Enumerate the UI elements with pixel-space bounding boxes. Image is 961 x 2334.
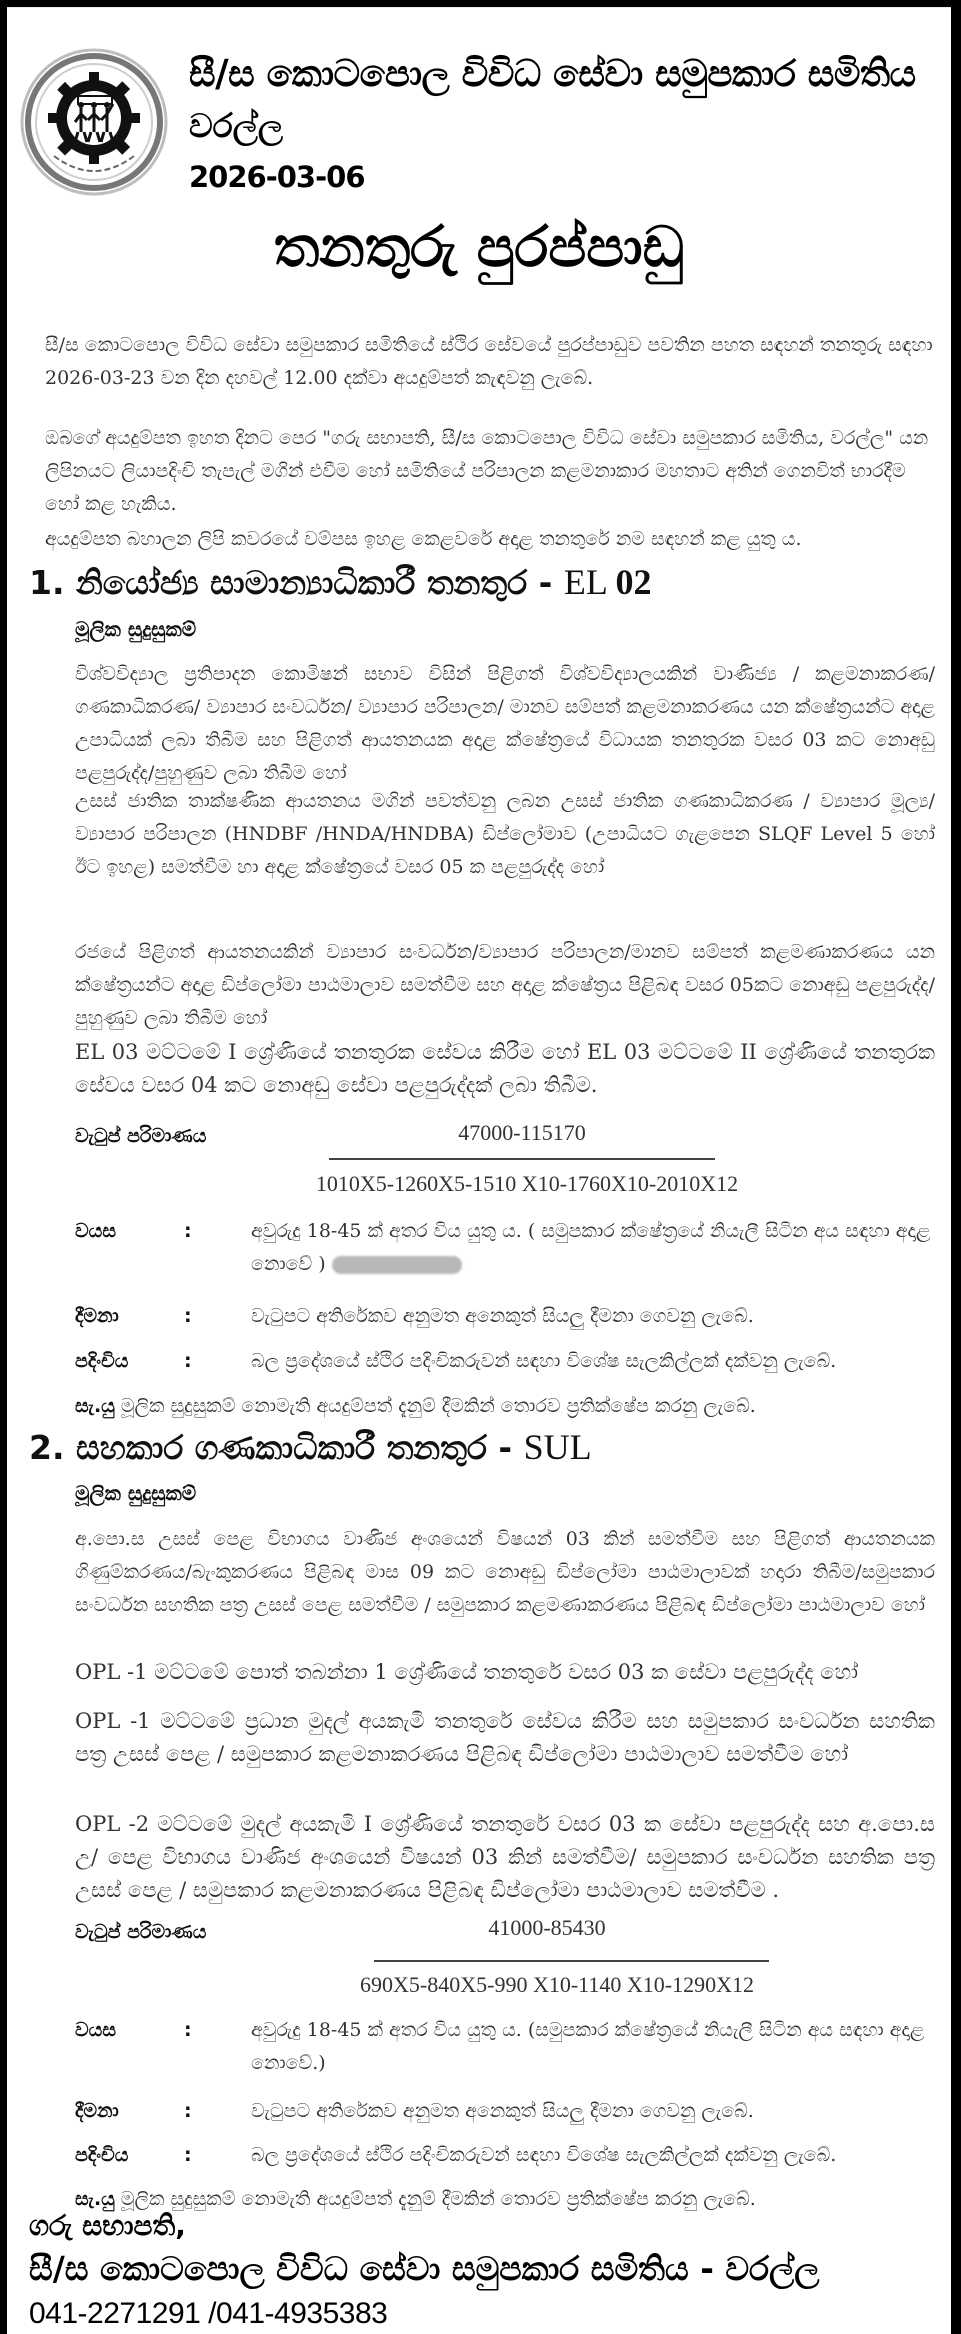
section-1-residence-value: බල ප්‍රදේශයේ ස්ථිර පදිංචිකරුවන් සඳහා විශේෂ සැලකිල්ලක් දක්වනු ලැබේ.	[251, 1350, 837, 1372]
salary-divider	[329, 1158, 715, 1160]
section-2-residence-label: පදිංචිය	[75, 2144, 129, 2166]
redaction-mark	[332, 1256, 462, 1274]
section-1-age-value	[251, 1215, 941, 1281]
footer-org-line: සී/ස කොටපොල විවිධ සේවා සමුපකාර සමිතිය - වරල්ල	[29, 2249, 820, 2288]
page-title: තනතුරු පුරප්පාඩු	[273, 215, 685, 280]
section-2-note	[75, 2183, 945, 2216]
colon: :	[184, 2019, 192, 2041]
section-2-qualification-3: OPL -1 මට්ටමේ ප්‍රධාන මුදල් අයකැමි තනතුරේ සේවය කිරීම සහ සමුපකාර සංවර්ධන සහතික පත්‍ර උසස් පෙළ / සමුපකාර කළමනාකරණය පිළිබඳ ඩිප්ලෝමා පාඨමාලාව සමත්වීම හෝ	[75, 1709, 935, 1766]
section-2-residence-value: බල ප්‍රදේශයේ ස්ථිර පදිංචිකරුවන් සඳහා විශේෂ සැලකිල්ලක් දක්වනු ලැබේ.	[251, 2144, 837, 2166]
section-2-salary-range: 41000-85430	[488, 1915, 606, 1940]
section-2-allowance-value: වැටුපට අතිරේකව අනුමත අනෙකුත් සියලු දීමනා ගෙවනු ලැබේ.	[251, 2100, 754, 2122]
section-2-heading	[29, 1425, 592, 1470]
grade-code-prefix: EL	[563, 562, 607, 602]
section-number: 2.	[29, 1428, 65, 1467]
salary-divider	[374, 1960, 769, 1962]
intro-paragraph-1: සී/ස කොටපොල විවිධ සේවා සමුපකාර සමිතියේ ස්ථිර සේවයේ පුරප්පාඩුව පවතින පහත සඳහන් තනතුරු සඳහා 2026-03-23 වන දින දහවල් 12.00 දක්වා අයදුම්පත් කැඳවනු ලැබේ.	[45, 334, 933, 389]
note-prefix: සැ.යු	[75, 1395, 115, 1417]
footer-salutation: ගරු සභාපති,	[29, 2209, 186, 2242]
section-1-allowance-value: වැටුපට අතිරේකව අනුමත අනෙකුත් සියලු දීමනා ගෙවනු ලැබේ.	[251, 1305, 754, 1327]
section-2-qualification-2: OPL -1 මට්ටමේ පොත් තබන්නා 1 ශ්‍රේණියේ තනතුරේ වසර 03 ක සේවා පළපුරුද්ද හෝ	[75, 1660, 859, 1684]
section-1-qualification-2: උසස් ජාතික තාක්ෂණික ආයතනය මගින් පවත්වනු ලබන උසස් ජාතික ගණකාධිකරණ / ව්‍යාපාර මූල්‍ය/ව්‍යාපාර පරිපාලන (HNDBF /HNDA/HNDBA) ඩිප්ලෝමාව (උපාධියට ගැළපෙන SLQF Level 5 හෝ ඊට ඉහළ) සමත්වීම හා අදාළ ක්ෂේත්‍රයේ වසර 05 ක පළපුරුද්ද හෝ	[75, 790, 935, 878]
age-value-text: අවුරුදු 18-45 ක් අතර විය යුතු ය. ( සමුපකාර ක්ෂේත්‍රයේ නියැලී සිටින අය සඳහා අදාළ නොවේ )	[251, 1220, 931, 1275]
section-2-qualification-1: අ.පො.ස උසස් පෙළ විභාගය වාණිජ අංශයෙන් විෂයන් 03 කින් සමත්වීම සහ පිළිගත් ආයතනයක ගිණුම්කරණය/බැංකුකරණය පිළිබඳ මාස 09 කට නොඅඩු ඩිප්ලෝමා පාඨමාලාවක් හදාරා තිබීම/සමුපකාර සංවර්ධන සහතික පත්‍ර උසස් පෙළ සමත්වීම / සමුපකාර කළමණාකරණය පිළිබඳ ඩිප්ලෝමා පාඨමාලාව හෝ	[75, 1528, 935, 1616]
cooperative-logo-icon	[18, 46, 170, 198]
section-1-salary-increments: 1010X5-1260X5-1510 X10-1760X10-2010X12	[315, 1171, 739, 1196]
grade-code-number: 02	[615, 562, 652, 602]
section-1-residence-label: පදිංචිය	[75, 1350, 129, 1372]
colon: :	[184, 2144, 192, 2166]
colon: :	[184, 1220, 192, 1242]
section-title: නියෝජ්‍ය සාමාන්‍යාධිකාරී තනතුර -	[76, 563, 553, 602]
section-1-salary-label: වැටුප් පරිමාණය	[75, 1125, 207, 1147]
section-2-age-label: වයස	[75, 2019, 116, 2041]
org-location: වරල්ල	[189, 106, 284, 145]
notice-date: 2026-03-06	[189, 160, 365, 194]
section-1-qualification-4: EL 03 මට්ටමේ I ශ්‍රේණියේ තනතුරක සේවය කිරීම හෝ EL 03 මට්ටමේ II ශ්‍රේණියේ තනතුරක සේවය වසර 04 කට නොඅඩු සේවා පළපුරුද්දක් ලබා තිබීම.	[75, 1040, 935, 1097]
colon: :	[184, 1305, 192, 1327]
section-1-subheading: මූලික සුදුසුකම්	[75, 617, 197, 641]
section-2-salary-increments: 690X5-840X5-990 X10-1140 X10-1290X12	[360, 1972, 754, 1997]
note-text: මූලික සුදුසුකම් නොමැති අයදුම්පත් දැනුම් දීමකින් තොරව ප්‍රතික්ෂේප කරනු ලැබේ.	[114, 1395, 756, 1417]
section-1-qualification-1: විශ්වවිද්‍යාල ප්‍රතිපාදන කොමිෂන් සභාව විසින් පිළිගත් විශ්වවිද්‍යාලයකින් වාණිජ්‍ය / කළමනාකරණ/ ගණකාධිකරණ/ ව්‍යාපාර සංවර්ධන/ ව්‍යාපාර පරිපාලන/ මානව සම්පත් කළමනාකරණය යන ක්ෂේත්‍රයන්ට අදාළ උපාධියක් ලබා තිබීම සහ පිළිගත් ආයතනයක අදාළ ක්ෂේත්‍රයේ විධායක තනතුරක වසර 03 කට නොඅඩු පළපුරුද්ද/පුහුණුව ලබා තිබීම හෝ	[75, 663, 935, 784]
note-prefix: සැ.යු	[75, 2188, 115, 2210]
section-1-salary-range: 47000-115170	[458, 1120, 586, 1145]
vacancy-notice-page	[7, 7, 951, 2334]
grade-code	[564, 562, 652, 602]
section-2-age-value: අවුරුදු 18-45 ක් අතර විය යුතු ය. (සමුපකාර ක්ෂේත්‍රයේ නියැලී සිටින අය සඳහා අදාළ නොවේ.)	[251, 2019, 925, 2074]
intro-paragraph-2: ඔබගේ අයදුම්පත ඉහත දිනට පෙර "ගරු සභාපති, සී/ස කොටපොල විවිධ සේවා සමුපකාර සමිතිය, වරල්ල" යන ලිපිනයට ලියාපදිංචි තැපැල් මගින් එවීම හෝ සමිතියේ පරිපාලන කළමනාකාර මහතාට අතින් ගෙනවිත් භාරදීම හෝ කළ හැකිය.	[45, 427, 929, 515]
section-1-age-label: වයස	[75, 1220, 116, 1242]
section-1-note	[75, 1390, 945, 1423]
section-2-qualification-4: OPL -2 මට්ටමේ මුදල් අයකැමි I ශ්‍රේණියේ තනතුරේ වසර 03 ක සේවා පළපුරුද්ද සහ අ.පො.ස උ/ පෙළ විභාගය වාණිජ අංශයෙන් විෂයන් 03 කින් සමත්වීම/ සමුපකාර සංවර්ධන සහතික පත්‍ර උසස් පෙළ / සමුපකාර කළමනාකරණය පිළිබඳ ඩිප්ලෝමා පාඨමාලාව සමත්වීම .	[75, 1812, 935, 1902]
section-1-heading	[29, 560, 652, 605]
section-2-salary-label: වැටුප් පරිමාණය	[75, 1921, 207, 1943]
footer-phone-numbers[interactable]: 041-2271291 /041-4935383	[29, 2297, 388, 2330]
section-title: සහකාර ගණකාධිකාරී තනතුර -	[76, 1428, 513, 1467]
section-number: 1.	[29, 563, 65, 602]
section-2-allowance-label: දීමනා	[75, 2100, 119, 2122]
note-text: මූලික සුදුසුකම් නොමැති අයදුම්පත් දැනුම් දීමකින් තොරව ප්‍රතික්ෂේප කරනු ලැබේ.	[114, 2188, 756, 2210]
section-1-allowance-label: දීමනා	[75, 1305, 119, 1327]
colon: :	[184, 2100, 192, 2122]
intro-paragraph-3: අයදුම්පත බහාලන ලිපි කවරයේ වම්පස ඉහළ කෙළවරේ අදාළ තනතුරේ නම සඳහන් කළ යුතු ය.	[45, 528, 802, 550]
section-2-subheading: මූලික සුදුසුකම්	[75, 1481, 197, 1505]
org-name: සී/ස කොටපොල විවිධ සේවා සමුපකාර සමිතිය	[189, 52, 916, 95]
section-1-qualification-3: රජයේ පිළිගත් ආයතනයකින් ව්‍යාපාර සංවර්ධන/ව්‍යාපාර පරිපාලන/මානව සම්පත් කළමණාකරණය යන ක්ෂේත්‍රයන්ට අදාළ ඩිප්ලෝමා පාඨමාලාව සමත්වීම සහ අදාළ ක්ෂේත්‍රය පිළිබඳ වසර 05කට නොඅඩු පළපුරුද්ද/පුහුණුව ලබා තිබීම හෝ	[75, 941, 935, 1029]
colon: :	[184, 1350, 192, 1372]
grade-code: SUL	[523, 1427, 592, 1467]
